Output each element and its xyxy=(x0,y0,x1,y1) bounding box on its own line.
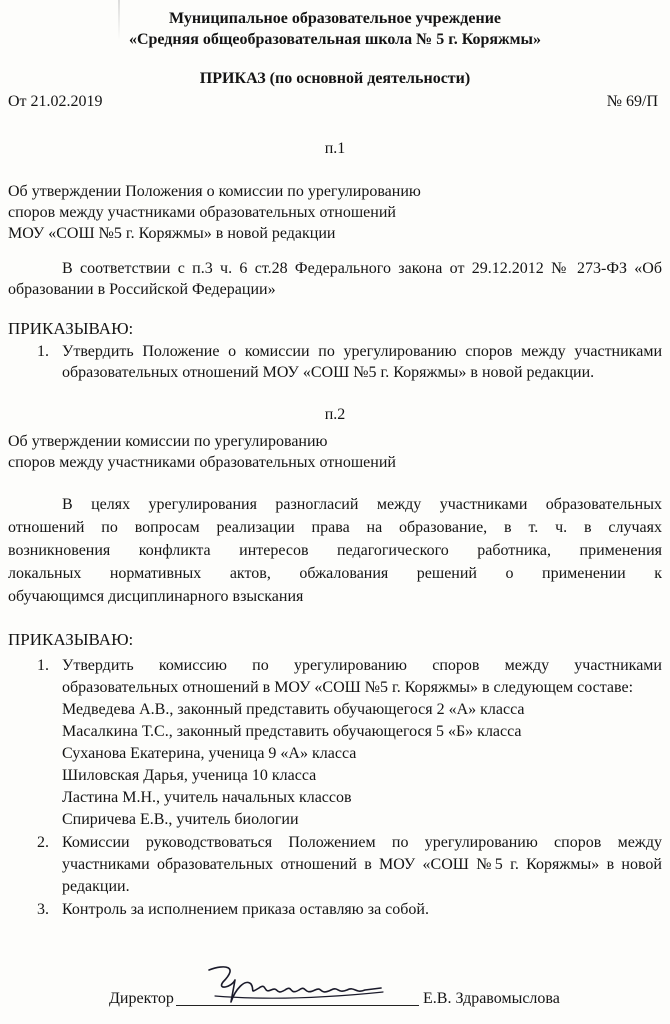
section-1-subject-line: споров между участниками образовательных отношений xyxy=(8,204,396,221)
section-2-basis-line: возникновения конфликта интересов педагогического работника, применения xyxy=(8,542,662,559)
org-name-line1: Муниципальное образовательное учреждение xyxy=(168,10,502,27)
section-2-item-2-line: Комиссии руководствоваться Положением по урегулированию споров между xyxy=(62,834,662,851)
handwritten-signature xyxy=(205,960,385,1010)
section-2-basis-line: отношений по вопросам реализации права на образование, в т. ч. в случаях xyxy=(8,519,662,536)
title-word: ПРИКАЗ xyxy=(199,70,266,87)
commission-member: Медведева А.В., законный представить обучающегося 2 «А» класса xyxy=(62,701,525,718)
commission-member: Спиричева Е.В., учитель биологии xyxy=(62,811,299,828)
order-date: От 21.02.2019 xyxy=(8,93,103,110)
commission-member: Ластина М.Н., учитель начальных классов xyxy=(62,789,352,806)
section-1-item-number: 1. xyxy=(37,343,49,360)
commission-member: Шиловская Дарья, ученица 10 класса xyxy=(62,767,317,784)
section-2-item-2-line: редакции. xyxy=(62,878,130,895)
section-1-item-line: Утвердить Положение о комиссии по урегулированию споров между участниками xyxy=(62,343,662,360)
section-1-label: п.1 xyxy=(324,140,346,157)
signatory-position: Директор xyxy=(109,990,174,1007)
section-2-item-1-number: 1. xyxy=(37,657,49,674)
commission-member: Суханова Екатерина, ученица 9 «А» класса xyxy=(62,745,357,762)
document-title xyxy=(0,68,670,90)
section-1-order-word: ПРИКАЗЫВАЮ: xyxy=(8,319,134,338)
section-2-item-3-number: 3. xyxy=(37,901,49,918)
section-2-item-1-line: Утвердить комиссию по урегулированию споров между участниками xyxy=(62,657,662,674)
section-1-basis-line: образовании в Российской Федерации» xyxy=(8,281,276,298)
order-number: № 69/П xyxy=(606,93,658,110)
section-1-subject-line: МОУ «СОШ №5 г. Коряжмы» в новой редакции xyxy=(8,225,336,242)
section-2-item-2-line: участниками образовательных отношений в МОУ «СОШ №5 г. Коряжмы» в новой xyxy=(62,856,662,873)
commission-member: Масалкина Т.С., законный представить обучающегося 5 «Б» класса xyxy=(62,723,522,740)
signatory-name: Е.В. Здравомыслова xyxy=(423,990,560,1007)
section-2-basis-line: локальных нормативных актов, обжалования решений о применении к xyxy=(8,565,662,582)
section-2-item-2-number: 2. xyxy=(37,834,49,851)
section-2-subject-line: Об утверждении комиссии по урегулированию xyxy=(8,433,328,450)
section-2-label: п.2 xyxy=(324,406,346,423)
title-suffix: (по основной деятельности) xyxy=(265,70,471,87)
section-1-item-line: образовательных отношений МОУ «СОШ №5 г. Коряжмы» в новой редакции. xyxy=(62,364,595,381)
section-2-basis-line: В целях урегулирования разногласий между участниками образовательных xyxy=(62,496,662,513)
section-2-item-3-line: Контроль за исполнением приказа оставляю за собой. xyxy=(62,901,429,918)
section-1-subject-line: Об утверждении Положения о комиссии по урегулированию xyxy=(8,183,421,200)
section-2-subject-line: споров между участниками образовательных отношений xyxy=(8,454,396,471)
section-1-basis-line: В соответствии с п.3 ч. 6 ст.28 Федерального закона от 29.12.2012 № 273-ФЗ «Об xyxy=(62,260,662,277)
org-name-line2: «Средняя общеобразовательная школа № 5 г. Коряжмы» xyxy=(128,31,542,48)
section-2-basis-line: обучающимся дисциплинарного взыскания xyxy=(8,588,304,605)
section-2-order-word: ПРИКАЗЫВАЮ: xyxy=(8,630,134,649)
section-2-item-1-line: образовательных отношений в МОУ «СОШ №5 г. Коряжмы» в следующем составе: xyxy=(62,679,634,696)
